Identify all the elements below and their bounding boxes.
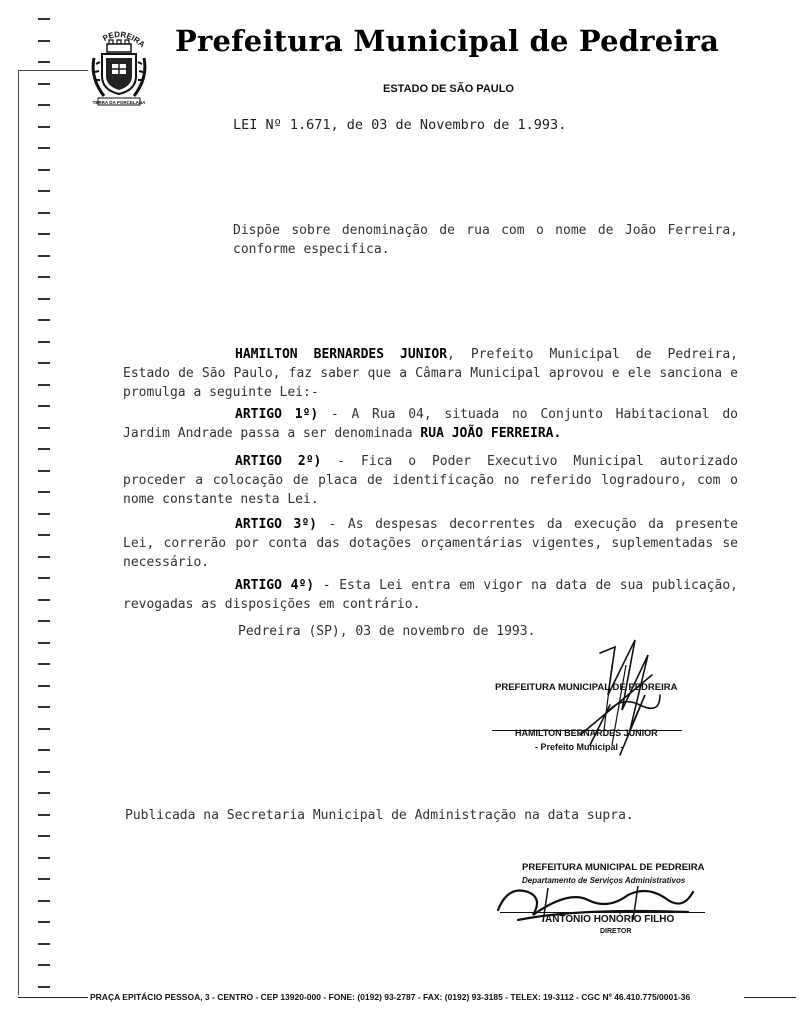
binder-mark [38, 900, 50, 902]
binder-mark [38, 513, 50, 515]
preamble-paragraph [123, 345, 738, 402]
binder-mark [38, 126, 50, 128]
publication-note: Publicada na Secretaria Municipal de Administração na data supra. [125, 808, 634, 823]
binder-mark [38, 169, 50, 171]
binder-mark [38, 61, 50, 63]
binder-mark [38, 384, 50, 386]
binder-mark [38, 470, 50, 472]
footer-rule-right [744, 997, 796, 998]
article-4 [123, 576, 738, 614]
margin-rule [18, 70, 19, 995]
binder-mark [38, 878, 50, 880]
binder-mark [38, 685, 50, 687]
article-2 [123, 452, 738, 509]
city-crest-icon [88, 24, 150, 116]
binder-mark [38, 341, 50, 343]
binder-mark [38, 298, 50, 300]
binder-mark [38, 921, 50, 923]
binder-mark [38, 857, 50, 859]
article-text: - Esta Lei entra em vigor na data de sua publicação, revogadas as disposições em contrário. [123, 578, 738, 612]
street-name: RUA JOÃO FERREIRA. [420, 426, 562, 441]
binder-mark [38, 233, 50, 235]
mayor-name: HAMILTON BERNARDES JUNIOR [235, 347, 448, 362]
crest-text: PEDREIRA [101, 29, 147, 50]
preamble-text: , Prefeito Municipal de Pedreira, Estado de São Paulo, faz saber que a Câmara Municipal aprovou e ele sanciona e promulga a seguinte Lei:- [123, 347, 738, 400]
binder-mark [38, 986, 50, 988]
binder-mark [38, 577, 50, 579]
page-title: Prefeitura Municipal de Pedreira [175, 24, 720, 58]
binder-mark [38, 276, 50, 278]
binder-mark [38, 556, 50, 558]
article-3 [123, 515, 738, 572]
binder-mark [38, 212, 50, 214]
signature2-line [500, 912, 705, 913]
article-label: ARTIGO 1º) [235, 407, 319, 422]
place-date: Pedreira (SP), 03 de novembro de 1993. [238, 624, 536, 639]
binder-mark [38, 362, 50, 364]
binder-mark [38, 943, 50, 945]
article-1 [123, 405, 738, 443]
article-text: - Fica o Poder Executivo Municipal autorizado proceder a colocação de placa de identificação no referido logradouro, com o nome constante nesta Lei. [123, 454, 738, 507]
binder-mark [38, 147, 50, 149]
binder-mark [38, 663, 50, 665]
state-label: ESTADO DE SÃO PAULO [383, 83, 514, 95]
margin-rule-top [18, 70, 88, 71]
signature2-dept: Departamento de Serviços Administrativos [522, 876, 686, 885]
signature1-name: HAMILTON BERNARDES JUNIOR [515, 728, 658, 738]
law-title: LEI Nº 1.671, de 03 de Novembro de 1.993. [233, 117, 567, 133]
binder-mark [38, 814, 50, 816]
binder-mark [38, 642, 50, 644]
binder-mark [38, 18, 50, 20]
signature1-role: - Prefeito Municipal - [535, 742, 624, 752]
signature1-org: PREFEITURA MUNICIPAL DE PEDREIRA [495, 682, 678, 693]
article-text: - As despesas decorrentes da execução da presente Lei, correrão por conta das dotações orçamentárias vigentes, suplementadas se necessário. [123, 517, 738, 570]
signature1-scribble-icon [560, 635, 690, 765]
law-summary: Dispõe sobre denominação de rua com o nome de João Ferreira, conforme especifica. [233, 223, 738, 257]
binder-mark [38, 620, 50, 622]
binder-mark [38, 104, 50, 106]
binder-mark [38, 190, 50, 192]
binder-mark [38, 771, 50, 773]
binder-mark [38, 792, 50, 794]
binder-mark [38, 706, 50, 708]
binder-mark [38, 728, 50, 730]
binder-mark [38, 319, 50, 321]
footer-rule-left [18, 997, 88, 998]
crest-motto: TERRA DA PORCELANA [92, 100, 146, 105]
signature2-role: DIRETOR [600, 928, 632, 935]
binder-mark [38, 427, 50, 429]
article-text: - A Rua 04, situada no Conjunto Habitacional do Jardim Andrade passa a ser denominada [123, 407, 738, 441]
article-label: ARTIGO 3º) [235, 517, 317, 532]
binder-mark [38, 40, 50, 42]
binder-mark [38, 749, 50, 751]
binder-mark [38, 83, 50, 85]
article-label: ARTIGO 2º) [235, 454, 322, 469]
binder-mark [38, 599, 50, 601]
binder-mark [38, 491, 50, 493]
binder-mark [38, 534, 50, 536]
binder-mark [38, 835, 50, 837]
binder-mark [38, 964, 50, 966]
binder-mark [38, 405, 50, 407]
signature2-org: PREFEITURA MUNICIPAL DE PEDREIRA [522, 862, 705, 873]
binder-mark [38, 255, 50, 257]
footer-address: PRAÇA EPITÁCIO PESSOA, 3 - CENTRO - CEP 13920-000 - FONE: (0192) 93-2787 - FAX: (0192) 93-3185 - TELEX: 19-3112 - CGC Nº 46.410.775/0001-36 [90, 992, 691, 1002]
article-label: ARTIGO 4º) [235, 578, 315, 593]
binder-mark [38, 448, 50, 450]
signature2-name: ANTONIO HONÓRIO FILHO [545, 914, 675, 925]
